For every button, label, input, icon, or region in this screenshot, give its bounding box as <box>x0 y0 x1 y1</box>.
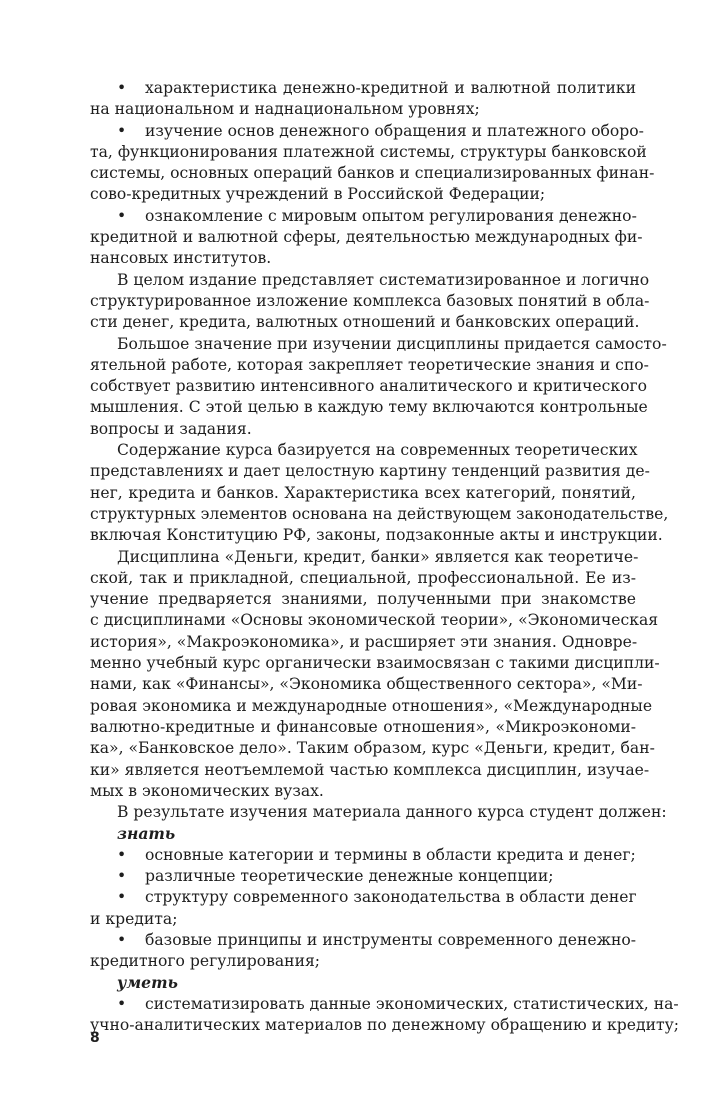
text-line: учение предваряется знаниями, полученными при знакомстве <box>90 590 636 609</box>
text-line: системы, основных операций банков и специализированных финан- <box>90 164 655 183</box>
text-line: включая Конституцию РФ, законы, подзаконные акты и инструкции. <box>90 526 663 545</box>
text-line: менно учебный курс органически взаимосвязан с такими дисципли- <box>90 654 660 673</box>
bullet-icon: • <box>117 121 127 140</box>
text-line: ка», «Банковское дело». Таким образом, курс «Деньги, кредит, бан- <box>90 739 655 758</box>
text-line: с дисциплинами «Основы экономической теории», «Экономическая <box>90 611 659 630</box>
section-label-text: знать <box>117 824 176 844</box>
text-line: история», «Макроэкономика», и расширяет эти знания. Одновре- <box>90 632 638 651</box>
paragraph-first-line: В результате изучения материала данного курса студент должен: <box>117 803 667 822</box>
section-label <box>90 823 636 844</box>
text-line: на национальном и наднациональном уровнях; <box>90 100 480 119</box>
text-line: нег, кредита и банков. Характеристика всех категорий, понятий, <box>90 483 636 502</box>
text-line: представлениях и дает целостную картину тенденций развития де- <box>90 462 650 481</box>
paragraph-first-line: В целом издание представляет систематизированное и логично <box>117 270 650 289</box>
text-line: ки» является неотъемлемой частью комплекса дисциплин, изучае- <box>90 760 650 779</box>
list-item-line <box>90 930 636 951</box>
line-text: изучение основ денежного обращения и платежного оборо- <box>145 121 644 140</box>
text-line: сти денег, кредита, валютных отношений и банковских операций. <box>90 313 640 332</box>
text-line: нами, как «Финансы», «Экономика общественного сектора», «Ми- <box>90 675 643 694</box>
section-label-text: уметь <box>117 973 178 993</box>
bullet-icon: • <box>117 79 127 97</box>
bullet-icon: • <box>117 888 127 907</box>
line-text: базовые принципы и инструменты современного денежно- <box>145 930 636 949</box>
list-item-line <box>90 866 636 887</box>
text-line: ятельной работе, которая закрепляет теоретические знания и спо- <box>90 355 649 374</box>
list-item-line <box>90 887 636 908</box>
list-item-line <box>90 845 636 866</box>
text-line: кредитного регулирования; <box>90 952 321 971</box>
page-number: 8 <box>90 1030 100 1046</box>
text-line: структурных элементов основана на действующем законодательстве, <box>90 504 669 523</box>
bullet-icon: • <box>117 866 127 885</box>
bullet-icon: • <box>117 994 127 1013</box>
text-line: ской, так и прикладной, специальной, профессиональной. Ее из- <box>90 568 636 587</box>
line-text: различные теоретические денежные концепции; <box>145 866 554 885</box>
paragraph-first-line: Содержание курса базируется на современных теоретических <box>117 441 638 460</box>
line-text: систематизировать данные экономических, статистических, на- <box>145 994 679 1013</box>
text-line: та, функционирования платежной системы, структуры банковской <box>90 142 647 161</box>
text-line: валютно-кредитные и финансовые отношения», «Микроэкономи- <box>90 717 636 736</box>
text-line: сово-кредитных учреждений в Российской Федерации; <box>90 185 546 204</box>
text-line: и кредита; <box>90 909 178 928</box>
list-item-line <box>90 78 636 99</box>
line-text: ознакомление с мировым опытом регулирования денежно- <box>145 206 637 225</box>
text-line: собствует развитию интенсивного аналитического и критического <box>90 377 648 396</box>
line-text: характеристика денежно-кредитной и валютной политики <box>145 79 636 97</box>
list-item-line <box>90 121 644 142</box>
bullet-icon: • <box>117 930 127 949</box>
text-line: нансовых институтов. <box>90 249 272 268</box>
text-line: ровая экономика и международные отношения», «Международные <box>90 696 653 715</box>
text-line: вопросы и задания. <box>90 419 252 438</box>
text-line: учно-аналитических материалов по денежному обращению и кредиту; <box>90 1016 680 1035</box>
line-text: основные категории и термины в области кредита и денег; <box>145 845 636 864</box>
list-item-line <box>90 206 636 227</box>
paragraph-first-line: Дисциплина «Деньги, кредит, банки» является как теоретиче- <box>117 547 639 566</box>
text-line: структурированное изложение комплекса базовых понятий в обла- <box>90 291 650 310</box>
bullet-icon: • <box>117 206 127 225</box>
page-body <box>90 78 680 1036</box>
text-line: кредитной и валютной сферы, деятельностью международных фи- <box>90 228 643 247</box>
bullet-icon: • <box>117 845 127 864</box>
text-line: мышления. С этой целью в каждую тему включаются контрольные <box>90 398 648 417</box>
line-text: структуру современного законодательства в области денег <box>145 888 637 907</box>
list-item-line <box>90 994 679 1015</box>
text-line: мых в экономических вузах. <box>90 781 324 800</box>
section-label <box>90 972 636 993</box>
paragraph-first-line: Большое значение при изучении дисциплины придается самосто- <box>117 334 667 353</box>
